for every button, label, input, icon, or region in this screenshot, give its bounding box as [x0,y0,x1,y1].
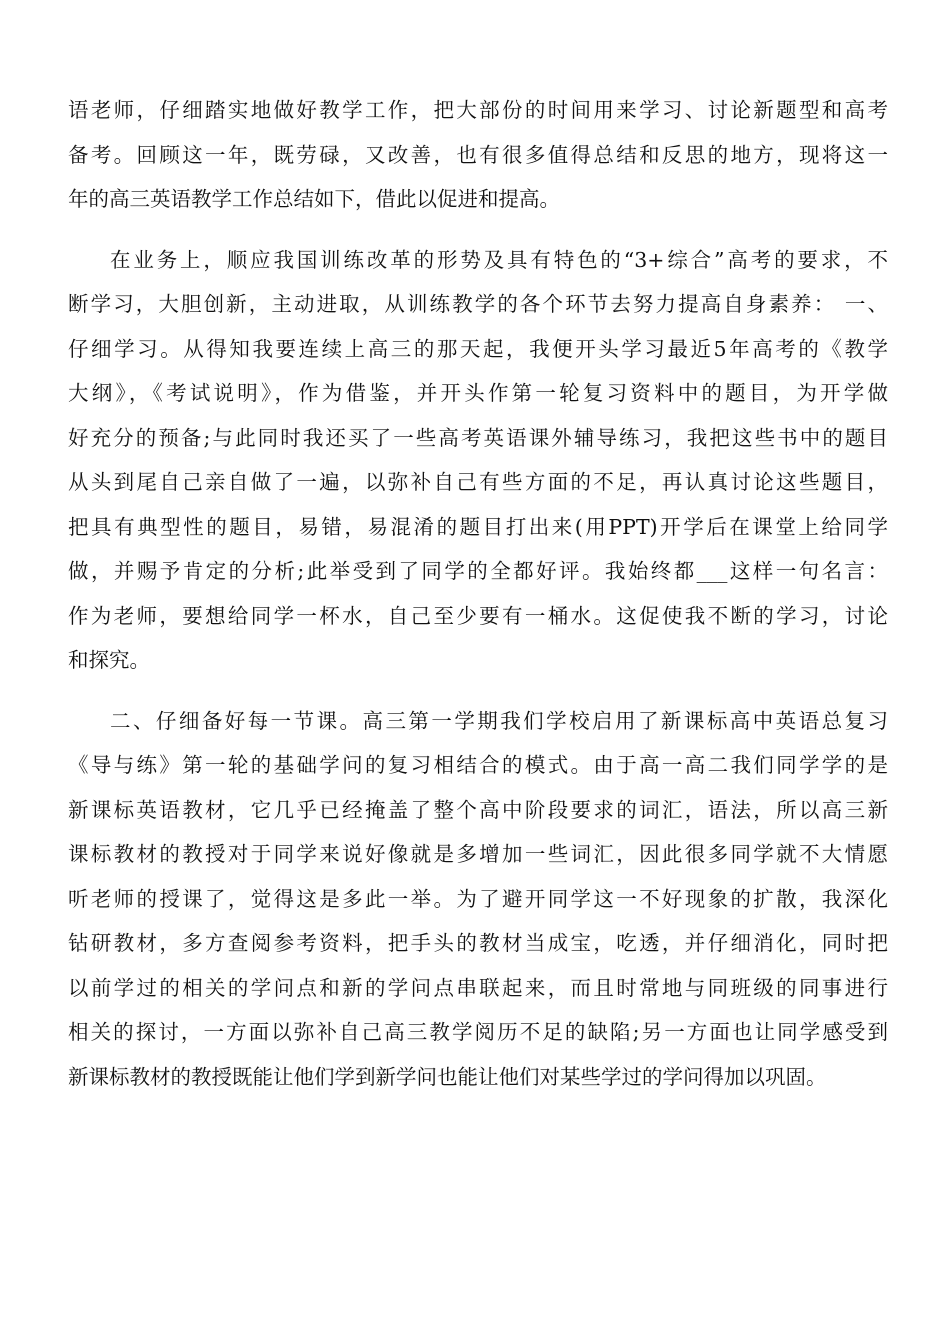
paragraph-gap [68,683,888,699]
text-line: 仔细学习。从得知我要连续上高三的那天起，我便开头学习最近5年高考的《教学 [68,336,888,361]
text-line: 钻研教材，多方查阅参考资料，把手头的教材当成宝，吃透，并仔细消化，同时把 [68,931,888,955]
text-line: 在业务上，顺应我国训练改革的形势及具有特色的“3+综合”高考的要求，不 [110,247,888,272]
paragraph-2 [68,238,888,683]
text-line: 断学习，大胆创新，主动进取，从训练教学的各个环节去努力提高自身素养： 一、 [68,292,888,316]
document-body [68,88,888,1099]
text-line: 二、仔细备好每一节课。高三第一学期我们学校启用了新课标高中英语总复习 [110,708,888,733]
paragraph-gap [68,222,888,238]
text-line: 备考。回顾这一年，既劳碌，又改善，也有很多值得总结和反思的地方，现将这一 [68,142,888,167]
paragraph-1 [68,88,888,222]
text-line: 新课标英语教材，它几乎已经掩盖了整个高中阶段要求的词汇，语法，所以高三新 [68,797,888,822]
text-line: 语老师，仔细踏实地做好教学工作，把大部份的时间用来学习、讨论新题型和高考 [68,98,888,122]
text-line: 新课标教材的教授既能让他们学到新学问也能让他们对某些学过的学问得加以巩固。 [68,1064,827,1089]
text-line: 作为老师，要想给同学一杯水，自己至少要有一桶水。这促使我不断的学习，讨论 [68,603,888,628]
text-line: 做，并赐予肯定的分析;此举受到了同学的全都好评。我始终都___这样一句名言： [68,559,888,583]
text-line: 大纲》，《考试说明》，作为借鉴，并开头作第一轮复习资料中的题目，为开学做 [68,381,888,405]
text-line: 从头到尾自己亲自做了一遍，以弥补自己有些方面的不足，再认真讨论这些题目， [68,470,888,494]
text-line: 好充分的预备;与此同时我还买了一些高考英语课外辅导练习，我把这些书中的题目 [68,425,888,450]
text-line: 以前学过的相关的学问点和新的学问点串联起来，而且时常地与同班级的同事进行 [68,975,888,1000]
text-line: 年的高三英语教学工作总结如下，借此以促进和提高。 [68,187,560,211]
text-line: 把具有典型性的题目，易错，易混淆的题目打出来(用PPT)开学后在课堂上给同学 [68,514,888,539]
text-line: 《导与练》第一轮的基础学问的复习相结合的模式。由于高一高二我们同学学的是 [68,753,888,777]
paragraph-3 [68,699,888,1100]
text-line: 相关的探讨，一方面以弥补自己高三教学阅历不足的缺陷;另一方面也让同学感受到 [68,1020,888,1044]
text-line: 课标教材的教授对于同学来说好像就是多增加一些词汇，因此很多同学就不大情愿 [68,842,888,866]
text-line: 听老师的授课了，觉得这是多此一举。为了避开同学这一不好现象的扩散，我深化 [68,886,888,911]
text-line: 和探究。 [68,648,150,672]
